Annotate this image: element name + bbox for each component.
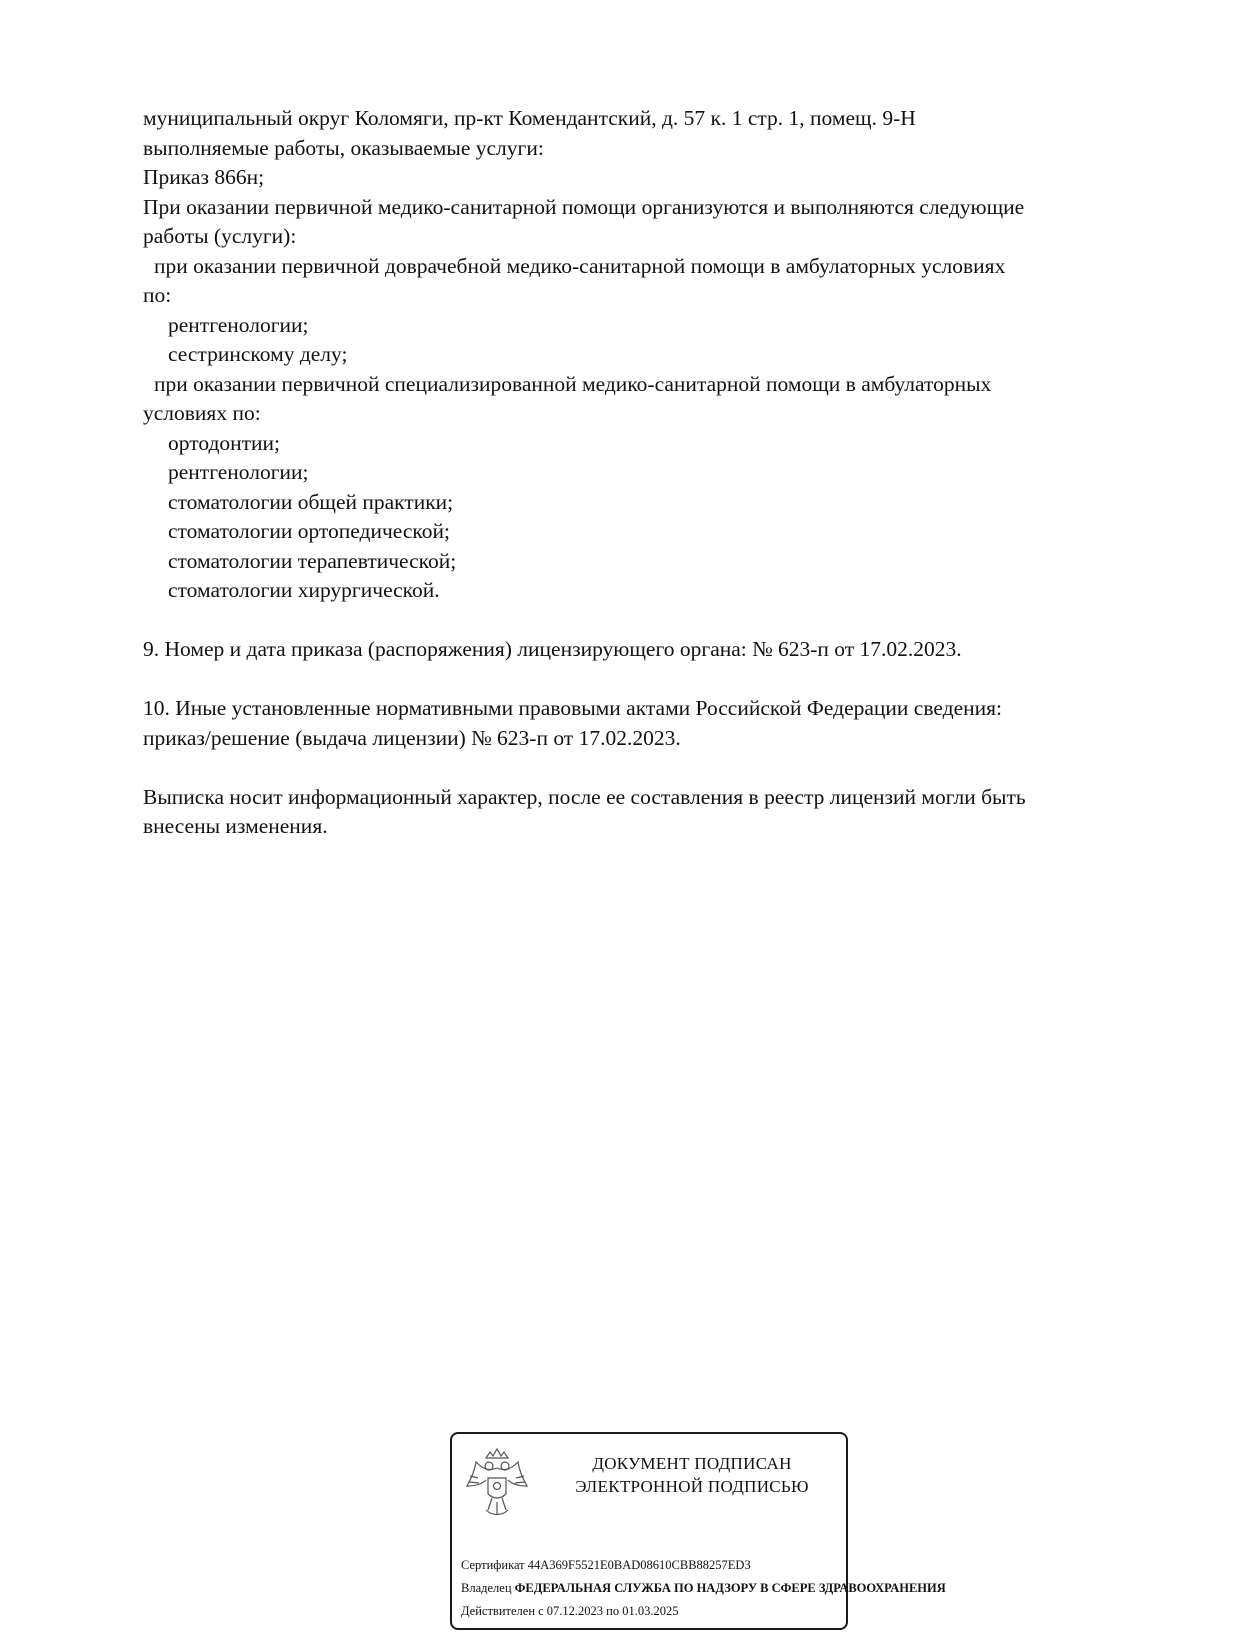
list-item: ортодонтии; <box>168 430 281 455</box>
list-item: стоматологии хирургической. <box>168 578 440 602</box>
address-line: муниципальный округ Коломяги, пр-кт Комендантский, д. 57 к. 1 стр. 1, помещ. 9-Н <box>143 106 916 130</box>
stamp-title-line-2: ЭЛЕКТРОННОЙ ПОДПИСЬЮ <box>575 1477 809 1496</box>
prehospital-line-1: при оказании первичной доврачебной медико-санитарной помощи в амбулаторных условиях <box>154 253 1006 278</box>
document-body <box>143 104 1143 842</box>
certificate-row <box>461 1554 921 1577</box>
item-10-line-2: приказ/решение (выдача лицензии) № 623-п от 17.02.2023. <box>143 725 681 750</box>
owner-label: Владелец <box>461 1581 512 1595</box>
list-item: сестринскому делу; <box>168 342 348 366</box>
list-item: рентгенологии; <box>168 312 309 337</box>
intro-line-1: При оказании первичной медико-санитарной помощи организуются и выполняются следующие <box>143 194 1025 219</box>
prehospital-line-2: по: <box>143 283 172 307</box>
validity-row: Действителен с 07.12.2023 по 01.03.2025 <box>461 1604 679 1618</box>
owner-row <box>461 1577 946 1600</box>
russian-coat-of-arms-icon <box>464 1446 530 1520</box>
owner-value: ФЕДЕРАЛЬНАЯ СЛУЖБА ПО НАДЗОРУ В СФЕРЕ ЗДРАВООХРАНЕНИЯ <box>514 1581 946 1595</box>
certificate-value: 44A369F5521E0BAD08610CBB88257ED3 <box>527 1558 751 1572</box>
item-10-line-1: 10. Иные установленные нормативными правовыми актами Российской Федерации сведения: <box>143 696 1002 720</box>
electronic-signature-stamp <box>450 1432 946 1630</box>
stamp-info <box>461 1554 946 1623</box>
specialized-line-1: при оказании первичной специализированной медико-санитарной помощи в амбулаторных <box>154 371 992 396</box>
list-item: рентгенологии; <box>168 460 309 484</box>
list-item: стоматологии ортопедической; <box>168 519 451 543</box>
item-9: 9. Номер и дата приказа (распоряжения) лицензирующего органа: № 623-п от 17.02.2023. <box>143 637 962 661</box>
stamp-title <box>552 1452 832 1498</box>
certificate-label: Сертификат <box>461 1558 525 1572</box>
spacer <box>143 753 1143 783</box>
note-line-2: внесены изменения. <box>143 814 328 838</box>
order-reference: Приказ 866н; <box>143 165 265 189</box>
spacer <box>143 665 1143 695</box>
note-line-1: Выписка носит информационный характер, после ее составления в реестр лицензий могли быть <box>143 784 1026 809</box>
intro-line-2: работы (услуги): <box>143 224 297 248</box>
stamp-title-line-1: ДОКУМЕНТ ПОДПИСАН <box>592 1454 792 1473</box>
list-item: стоматологии терапевтической; <box>168 548 457 573</box>
list-item: стоматологии общей практики; <box>168 489 454 514</box>
works-heading: выполняемые работы, оказываемые услуги: <box>143 135 544 160</box>
spacer <box>143 606 1143 636</box>
specialized-line-2: условиях по: <box>143 401 261 425</box>
